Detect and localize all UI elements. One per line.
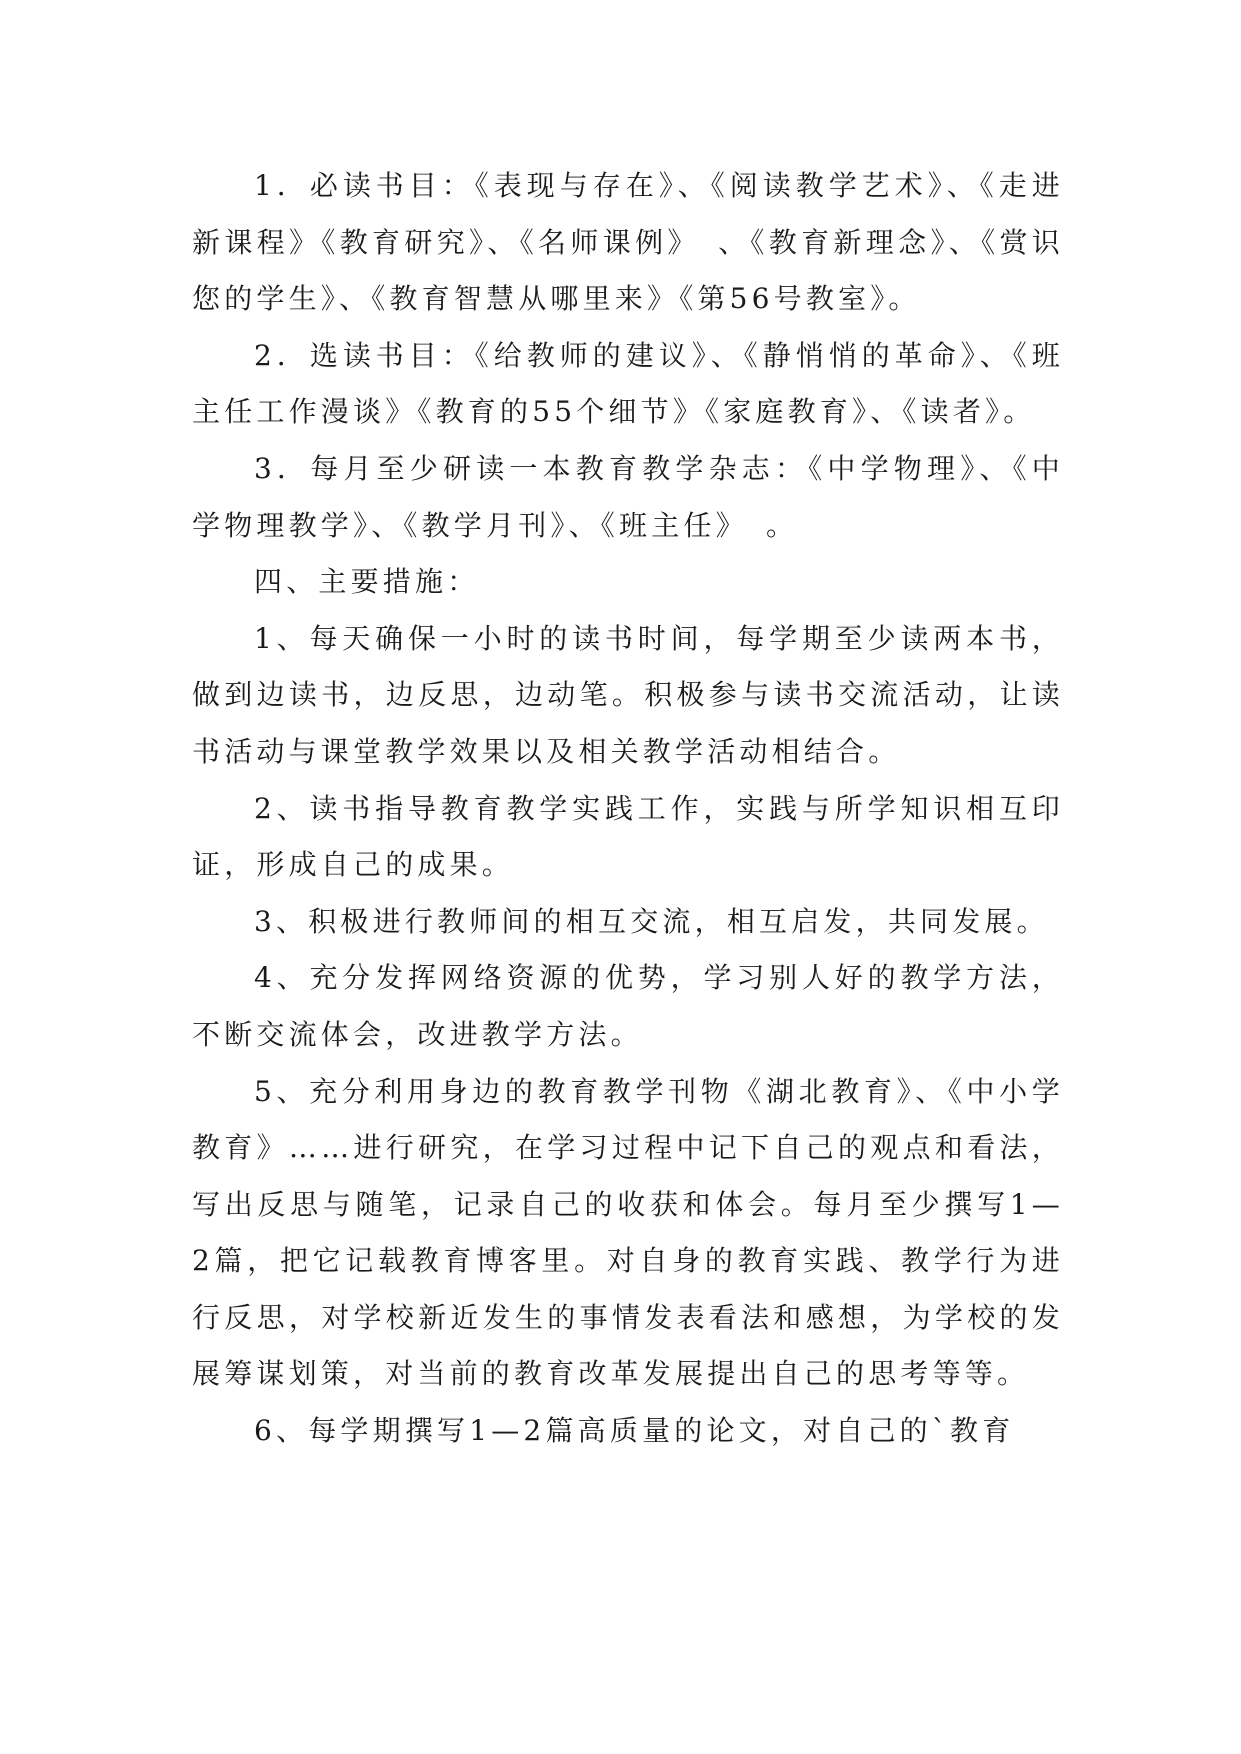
paragraph-measure-4: 4、充分发挥网络资源的优势，学习别人好的教学方法，不断交流体会，改进教学方法。 xyxy=(192,961,1064,1051)
paragraph-measure-3: 3、积极进行教师间的相互交流，相互启发，共同发展。 xyxy=(254,904,1049,938)
paragraph-measure-6: 6、每学期撰写1—2篇高质量的论文，对自己的`教育 xyxy=(254,1414,1015,1448)
paragraph-monthly-journals: 3．每月至少研读一本教育教学杂志：《中学物理》、《中学物理教学》、《教学月刊》、《班主任》 。 xyxy=(192,451,1064,542)
paragraph-measure-2: 2、读书指导教育教学实践工作，实践与所学知识相互印证，形成自己的成果。 xyxy=(192,791,1064,882)
document-body xyxy=(192,158,1064,1460)
paragraph-required-reading: 1．必读书目：《表现与存在》、《阅读教学艺术》、《走进新课程》《教育研究》、《名师课例》 、《教育新理念》、《赏识您的学生》、《教育智慧从哪里来》《第56号教室》。 xyxy=(192,169,1064,316)
paragraph-measure-1: 1、每天确保一小时的读书时间，每学期至少读两本书，做到边读书，边反思，边动笔。积极参与读书交流活动，让读书活动与课堂教学效果以及相关教学活动相结合。 xyxy=(192,621,1064,768)
paragraph-measure-5: 5、充分利用身边的教育教学刊物《湖北教育》、《中小学教育》……进行研究，在学习过程中记下自己的观点和看法，写出反思与随笔，记录自己的收获和体会。每月至少撰写1—2篇，把它记载教育博客里。对自身的教育实践、教学行为进行反思，对学校新近发生的事情发表看法和感想，为学校的发展筹谋划策，对当前的教育改革发展提出自己的思考等等。 xyxy=(192,1074,1064,1391)
paragraph-optional-reading: 2．选读书目：《给教师的建议》、《静悄悄的革命》、《班主任工作漫谈》《教育的55个细节》《家庭教育》、《读者》。 xyxy=(192,338,1064,429)
section-heading-main-measures: 四、主要措施： xyxy=(254,565,480,599)
